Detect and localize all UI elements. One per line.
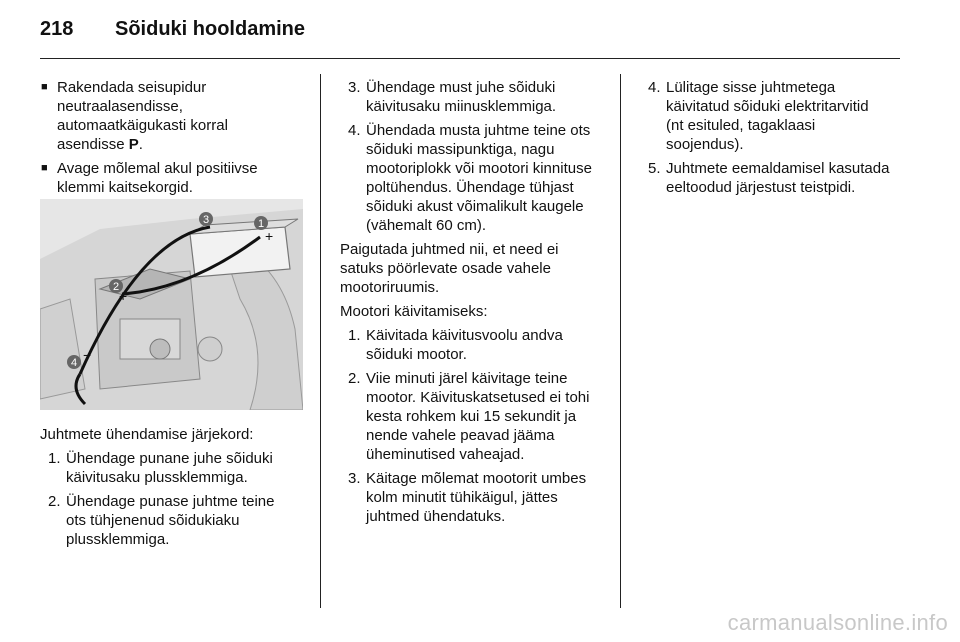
svg-text:−: − <box>83 347 92 363</box>
column-3 <box>640 78 910 202</box>
column-divider-2 <box>620 74 621 608</box>
numbered-step: 5. Juhtmete eemaldamisel kasutada eeltoodud järjestust teistpidi. <box>648 160 890 196</box>
bullet-item: ■ Avage mõlemal akul positiivse klemmi kaitsekorgid. <box>41 160 258 196</box>
svg-text:3: 3 <box>202 214 210 226</box>
numbered-step: 4. Lülitage sisse juhtmetega käivitatud sõiduki elektritarvitid (nt esituled, tagaklaasi soojendus). <box>648 79 869 153</box>
connection-intro: Juhtmete ühendamise järjekord: <box>40 426 254 443</box>
column-2 <box>340 78 608 531</box>
numbered-step: 3. Ühendage must juhe sõiduki käivitusaku miinusklemmiga. <box>348 79 557 115</box>
bullet-item: ■ Rakendada seisupidur neutraalasendisse, automaatkäigukasti korral asendisse P. <box>41 79 228 153</box>
svg-text:4: 4 <box>70 357 78 369</box>
column-1 <box>40 78 305 202</box>
start-intro: Mootori käivitamiseks: <box>340 303 488 320</box>
svg-text:+: + <box>119 288 128 304</box>
numbered-step: 1. Ühendage punane juhe sõiduki käivitusaku plussklemmiga. <box>48 450 273 486</box>
watermark: carmanualsonline.info <box>727 610 948 635</box>
jump-start-illustration <box>40 199 303 410</box>
paragraph: Paigutada juhtmed nii, et need ei satuks pöörlevate osade vahele mootoriruumis. <box>340 241 559 296</box>
svg-text:1: 1 <box>257 218 265 230</box>
numbered-step: 2. Ühendage punase juhtme teine ots tühjenenud sõidukiaku plussklemmiga. <box>48 493 275 548</box>
numbered-step: 1. Käivitada käivitusvoolu andva sõiduki mootor. <box>348 327 563 363</box>
page-number: 218 <box>40 18 74 40</box>
page-title: Sõiduki hooldamine <box>115 18 306 40</box>
numbered-step: 2. Viie minuti järel käivitage teine mootor. Käivituskatsetused ei tohi kesta rohkem kui 15 sekundit ja nende vahele peavad jääma üheminutised vaheajad. <box>348 370 590 463</box>
column-divider-1 <box>320 74 321 608</box>
header-rule <box>40 58 900 59</box>
bullet-square-icon: ■ <box>41 162 48 174</box>
svg-text:2: 2 <box>112 281 120 293</box>
bullet-square-icon: ■ <box>41 81 48 93</box>
numbered-step: 4. Ühendada musta juhtme teine ots sõiduki massipunktiga, nagu mootoriplokk või mootori kinnituse poltühendus. Ühendage tühjast sõiduki akust võimalikult kaugele (vähemalt 60 cm). <box>348 122 592 234</box>
svg-text:+: + <box>265 228 274 244</box>
page-header <box>40 18 305 41</box>
column-1-lower <box>40 425 305 554</box>
svg-text:−: − <box>198 220 207 236</box>
engine-bay-figure <box>40 199 303 410</box>
numbered-step: 3. Käitage mõlemat mootorit umbes kolm minutit tühikäigul, jättes juhtmed ühendatuks. <box>348 470 587 525</box>
